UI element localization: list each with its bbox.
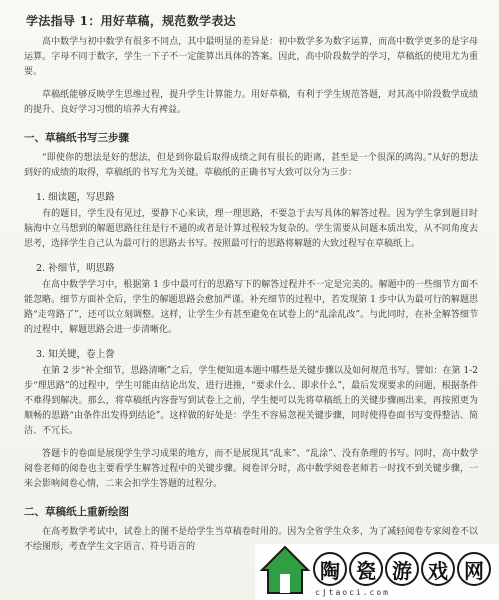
section-heading: 二、草稿纸上重新绘图 bbox=[24, 506, 129, 518]
closing-paragraph: 答题卡的卷面是展现学生学习成果的地方，而不是展现其“乱来”、“乱涂”、没有条理的书写。同时，高中数学阅卷老师的阅卷也主要看学生解答过程中的关键步骤。阅卷评分时，高中数学阅卷老师若一时找不到关键步骤，一来会影响阅卷心情，二来会扣学生答题的过程分。 bbox=[24, 449, 478, 489]
watermark-char: 游 bbox=[385, 552, 419, 586]
house-logo-icon bbox=[259, 544, 311, 596]
step-paragraph: 有的题目，学生没有见过，要静下心来读，理一理思路，不要急于去写具体的解答过程。因为学生拿到题目时脑海中立马想到的解题思路往往是行不通的或者是计算过程较为复杂的。学生需要从问题本质出发，从不同角度去思考，选择学生自己认为最可行的思路去书写。按照最可行的思路将解题的大致过程写在草稿纸上。 bbox=[24, 209, 478, 249]
step-heading: 1. 细读题，写思路 bbox=[36, 192, 115, 203]
page-title: 学法指导 1：用好草稿，规范数学表达 bbox=[26, 14, 236, 28]
step-heading: 2. 补细节，明思路 bbox=[36, 263, 115, 274]
step-paragraph: 在第 2 步“补全细节，思路清晰”之后，学生便知道本题中哪些是关键步骤以及如何规范书写。譬如：在第 1-2 步“理思路”的过程中，学生可能由结论出发，进行进推，“要求什么、即求什么”，最后发现要求的问题，根据条件不难得到解决。那么，将草稿纸内容誊写到试卷上之前，学生便可以先将草稿纸上的关键步骤画出来，再按照更为顺畅的思路“由条件出发得到结论”。这样做的好处是：学生不容易忽视关键步骤，同时使得卷面书写变得整洁、简洁、不冗长。 bbox=[24, 366, 478, 436]
document-content bbox=[24, 12, 478, 563]
watermark-chars bbox=[313, 552, 491, 586]
watermark-char: 陶 bbox=[313, 552, 347, 586]
intro-paragraph: 草稿纸能够反映学生思维过程，提升学生计算能力。用好草稿，有利于学生规范答题，对其高中阶段数学成绩的提升、良好学习习惯的培养大有裨益。 bbox=[24, 90, 478, 115]
intro-paragraph: 高中数学与初中数学有很多不同点，其中最明显的差异是：初中数学多为数字运算，而高中数学更多的是字母运算。字母不同于数字，学生一下子不一定能算出具体的答案。因此，高中阶段数学的学习，草稿纸的使用尤为重要。 bbox=[24, 37, 478, 77]
step-heading: 3. 知关键，卷上誊 bbox=[36, 349, 115, 360]
section-heading: 一、草稿纸书写三步骤 bbox=[24, 132, 129, 144]
watermark-char: 戏 bbox=[421, 552, 455, 586]
section-lead: “即使你的想法是好的想法，但是到你最后取得成绩之间有很长的距离，甚至是一个很深的鸿沟。”从好的想法到好的成绩的取得，草稿纸的书写尤为关键。草稿纸的正确书写大致可以分为三步： bbox=[24, 153, 478, 178]
watermark-char: 瓷 bbox=[349, 552, 383, 586]
site-watermark bbox=[255, 544, 499, 600]
watermark-url: cjtaoci.com bbox=[315, 588, 390, 597]
section-paragraph: 在高考数学考试中，试卷上的图不是给学生当草稿卷时用的。因为全省学生众多，为了减轻阅卷专家阅卷不以不绘图形，考查学生文字语言、符号语言的 bbox=[24, 527, 478, 552]
watermark-char: 网 bbox=[457, 552, 491, 586]
step-paragraph: 在高中数学学习中，根据第 1 步中最可行的思路写下的解答过程并不一定是完美的。解题中的一些细节方面不能忽略。细节方面补全后，学生的解题思路会愈加严谨。补充细节的过程中，若发现第 1 步中认为最可行的解题思路“走弯路了”，还可以立刻调整。这样，让学生少有甚至避免在试卷上的“乱涂乱改”。与此同时，在补全解答细节的过程中，解题思路会进一步清晰化。 bbox=[24, 280, 478, 335]
